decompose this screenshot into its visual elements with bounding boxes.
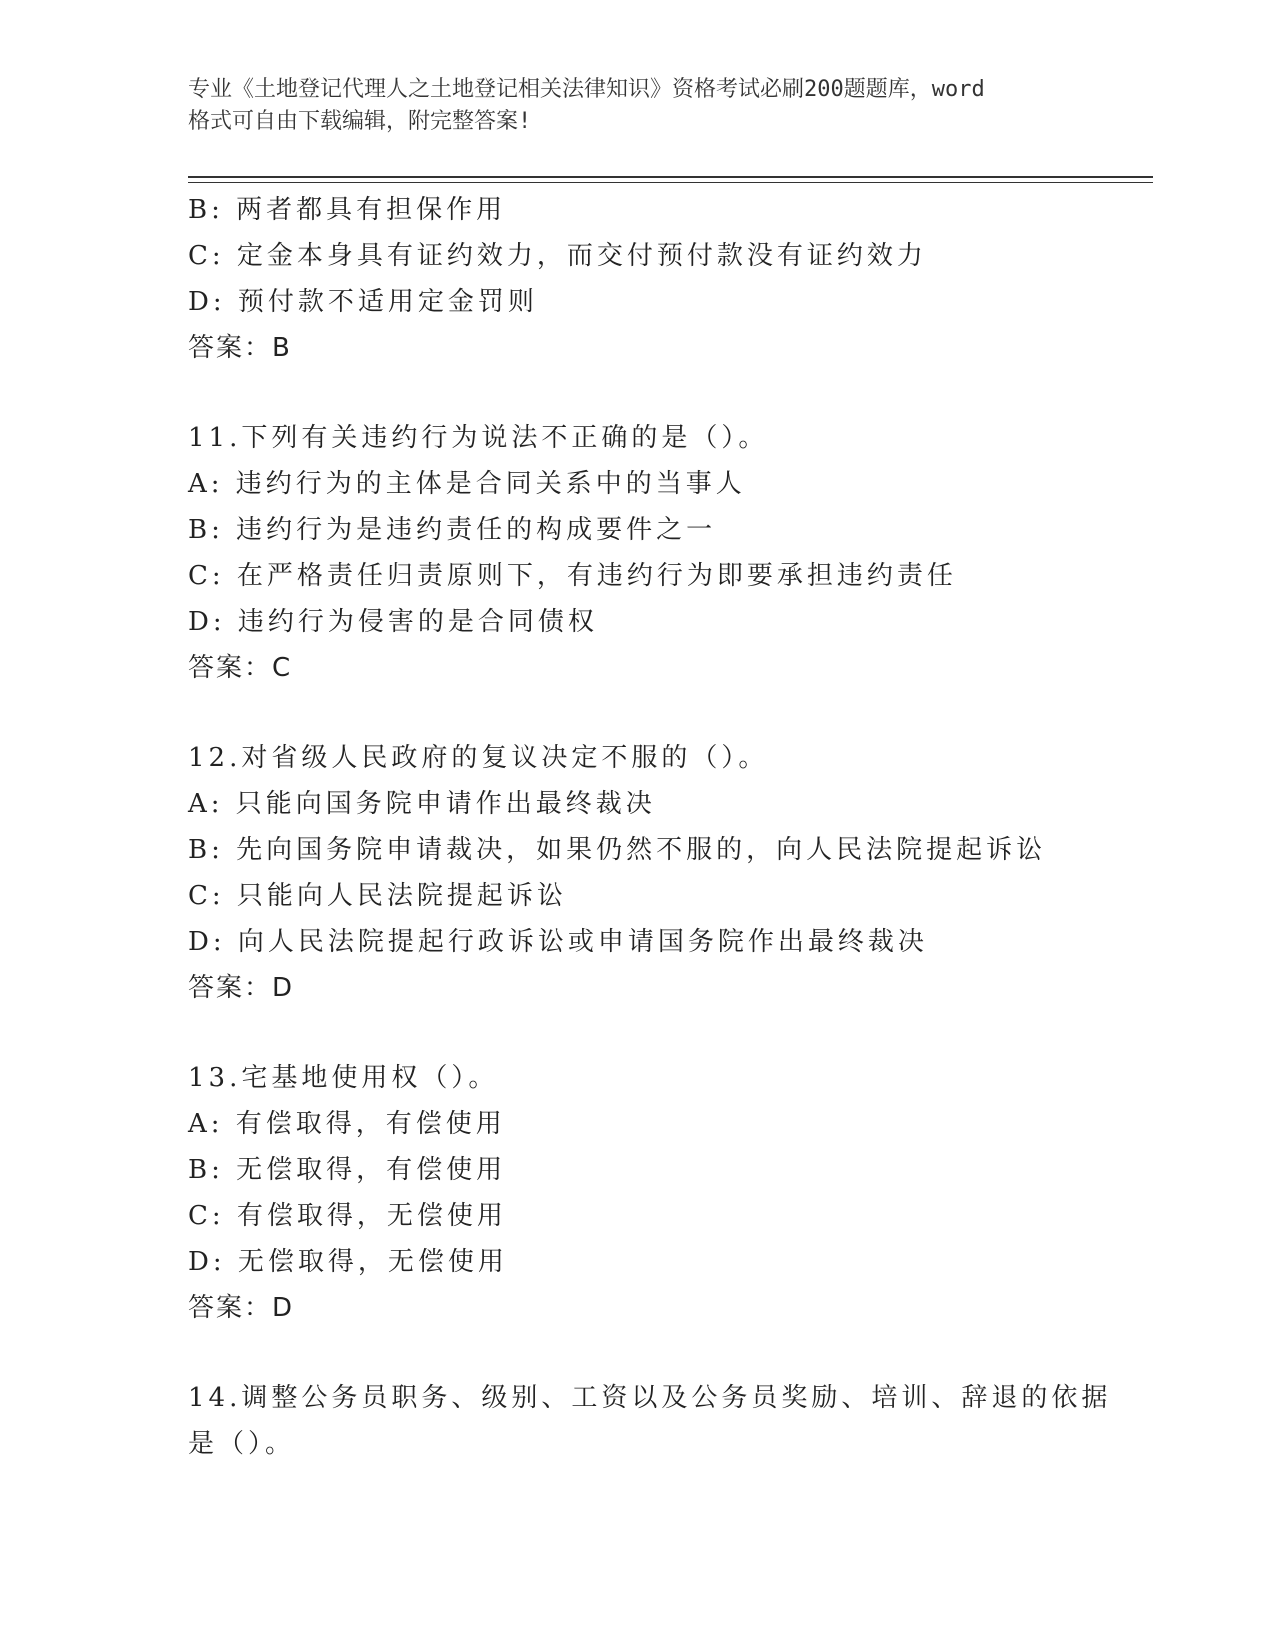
- question-list: [188, 187, 1148, 1467]
- option-d: D: 无偿取得，无偿使用: [188, 1247, 508, 1277]
- option-b: B: 违约行为是违约责任的构成要件之一: [188, 515, 717, 545]
- option-b: B: 先向国务院申请裁决，如果仍然不服的，向人民法院提起诉讼: [188, 835, 1047, 865]
- answer-label: 答案：D: [188, 1293, 295, 1323]
- header-divider-thick: [188, 176, 1153, 178]
- option-c: C: 只能向人民法院提起诉讼: [188, 881, 567, 911]
- question-14: [188, 1375, 1148, 1467]
- answer-label: 答案：C: [188, 653, 293, 683]
- option-a: A: 有偿取得，有偿使用: [188, 1109, 506, 1139]
- header-title-line-2: 格式可自由下载编辑，附完整答案!: [188, 109, 532, 134]
- question-stem-line-2: 是（）。: [188, 1429, 296, 1459]
- header-title-line-1: 专业《土地登记代理人之土地登记相关法律知识》资格考试必刷200题题库，word: [188, 77, 985, 102]
- question-13: [188, 1055, 1148, 1331]
- option-c: C: 有偿取得，无偿使用: [188, 1201, 507, 1231]
- option-d: D: 违约行为侵害的是合同债权: [188, 607, 598, 637]
- option-b: B: 两者都具有担保作用: [188, 195, 507, 225]
- option-c: C: 在严格责任归责原则下，有违约行为即要承担违约责任: [188, 561, 957, 591]
- option-d: D: 预付款不适用定金罚则: [188, 287, 538, 317]
- question-stem-line-1: 14.调整公务员职务、级别、工资以及公务员奖励、培训、辞退的依据: [188, 1383, 1112, 1413]
- answer-label: 答案：B: [188, 333, 292, 363]
- option-c: C: 定金本身具有证约效力，而交付预付款没有证约效力: [188, 241, 927, 271]
- answer-label: 答案：D: [188, 973, 295, 1003]
- document-header: [188, 74, 1088, 138]
- option-a: A: 违约行为的主体是合同关系中的当事人: [188, 469, 746, 499]
- question-stem: 13.宅基地使用权（）。: [188, 1063, 499, 1093]
- header-divider-thin: [188, 182, 1153, 183]
- question-stem: 11.下列有关违约行为说法不正确的是（）。: [188, 423, 769, 453]
- option-a: A: 只能向国务院申请作出最终裁决: [188, 789, 656, 819]
- question-11: [188, 415, 1148, 691]
- option-d: D: 向人民法院提起行政诉讼或申请国务院作出最终裁决: [188, 927, 928, 957]
- question-12: [188, 735, 1148, 1011]
- option-b: B: 无偿取得，有偿使用: [188, 1155, 507, 1185]
- question-10: [188, 187, 1148, 371]
- question-stem: 12.对省级人民政府的复议决定不服的（）。: [188, 743, 769, 773]
